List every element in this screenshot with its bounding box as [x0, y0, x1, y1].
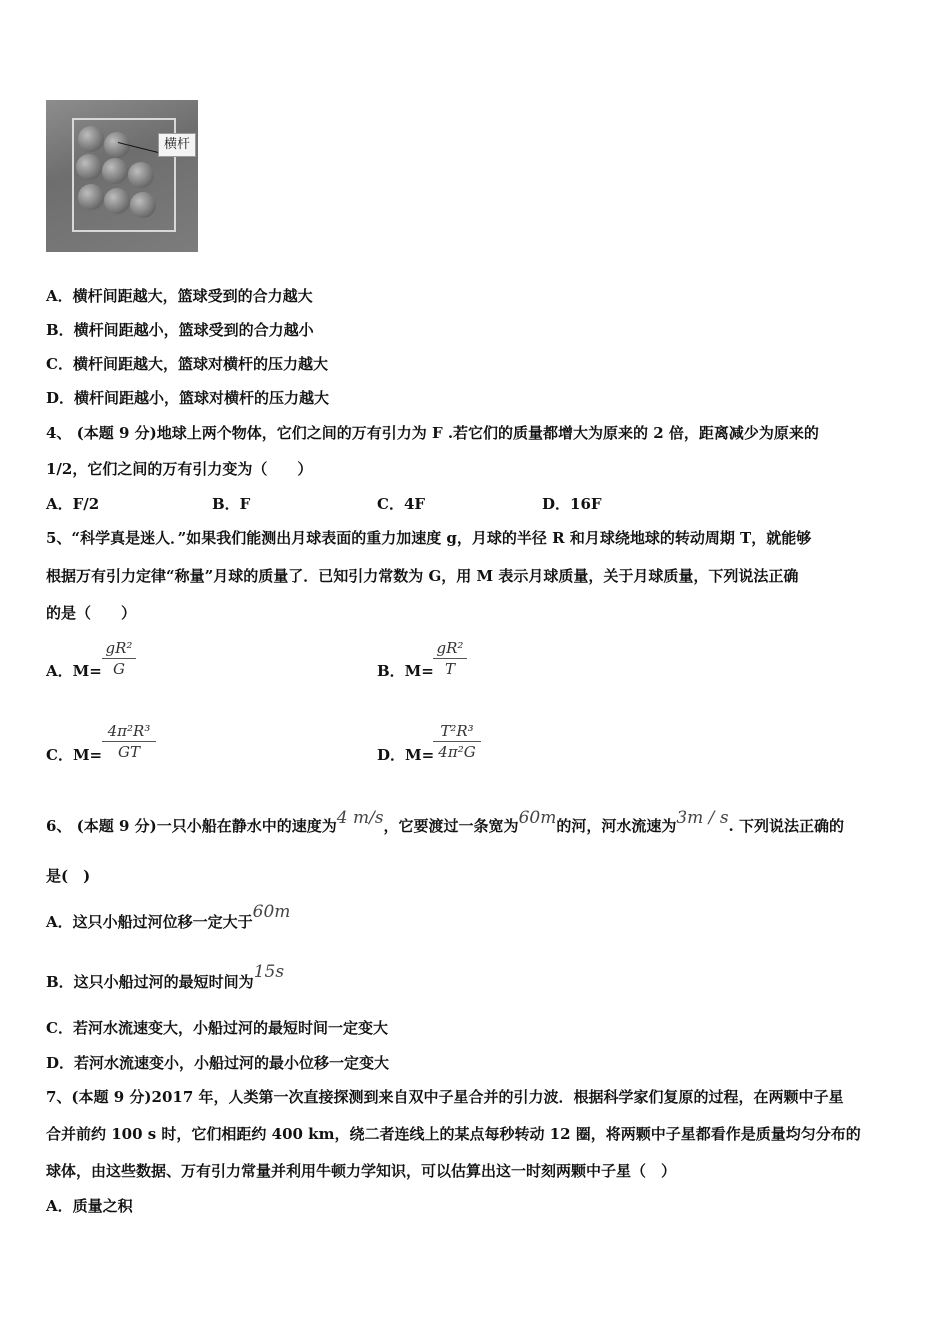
q4-stem-line1: 4、 (本题 9 分)地球上两个物体，它们之间的万有引力为 F .若它们的质量都增大为原来的 2 倍，距离减少为原来的	[46, 424, 819, 442]
basketball	[76, 154, 102, 180]
q5-option-c-fraction	[102, 722, 156, 761]
fraction-bar	[102, 658, 136, 659]
basketball	[78, 126, 104, 152]
q6-stem-line1	[46, 808, 844, 836]
fraction-numerator: T²R³	[440, 722, 474, 740]
q5-option-d-label: D．M=	[377, 746, 435, 764]
q3-option-c: C．横杆间距越大，篮球对横杆的压力越大	[46, 355, 328, 373]
q4-stem-line2: 1/2，它们之间的万有引力变为（ ）	[46, 460, 313, 478]
fraction-numerator: gR²	[105, 639, 133, 657]
q5-stem-line2: 根据万有引力定律“称量”月球的质量了．已知引力常数为 G，用 M 表示月球质量，关于月球质量，下列说法正确	[46, 567, 799, 585]
q5-option-d-fraction	[433, 722, 481, 761]
fraction-bar	[433, 741, 481, 742]
q4-option-c: C．4F	[377, 495, 426, 513]
q6-option-a-text: A．这只小船过河位移一定大于	[46, 913, 253, 931]
basketball	[104, 188, 130, 214]
q3-option-a: A．横杆间距越大，篮球受到的合力越大	[46, 287, 313, 305]
basketball	[128, 162, 154, 188]
q5-option-b-label: B．M=	[377, 662, 434, 680]
fraction-numerator: gR²	[436, 639, 464, 657]
fraction-numerator: 4π²R³	[107, 722, 151, 740]
basketball-rack-photo	[46, 100, 198, 252]
fraction-denominator: T	[444, 660, 455, 678]
q5-option-a-fraction	[102, 639, 136, 678]
q6-stem-part4: . 下列说法正确的	[728, 817, 844, 835]
q4-option-b: B．F	[212, 495, 251, 513]
q6-water-speed: 3m / s	[676, 808, 729, 828]
q6-option-c: C．若河水流速变大，小船过河的最短时间一定变大	[46, 1019, 388, 1037]
q3-option-b: B．横杆间距越小，篮球受到的合力越小	[46, 321, 314, 339]
q4-option-d: D．16F	[542, 495, 602, 513]
q6-stem-line2: 是( )	[46, 867, 91, 885]
q6-option-a-math: 60m	[252, 902, 291, 922]
basketball	[78, 184, 104, 210]
q6-stem-part2: ，它要渡过一条宽为	[383, 817, 519, 835]
q5-option-c-label: C．M=	[46, 746, 103, 764]
basketball	[130, 192, 156, 218]
q6-option-a	[46, 902, 291, 932]
q7-stem-line2: 合并前约 100 s 时，它们相距约 400 km，绕二者连线上的某点每秒转动 12 圈，将两颗中子星都看作是质量均匀分布的	[46, 1125, 861, 1143]
crossbar-label: 横杆	[158, 133, 196, 157]
q6-stem-part1: 6、 (本题 9 分)一只小船在静水中的速度为	[46, 817, 337, 835]
fraction-denominator: G	[113, 660, 125, 678]
fraction-denominator: 4π²G	[438, 743, 476, 761]
fraction-bar	[433, 658, 467, 659]
q6-boat-speed: 4 m/s	[336, 808, 384, 828]
q6-option-b	[46, 962, 285, 992]
q5-stem-line1: 5、“科学真是迷人．”如果我们能测出月球表面的重力加速度 g，月球的半径 R 和月球绕地球的转动周期 T，就能够	[46, 529, 812, 547]
q7-stem-line1: 7、(本题 9 分)2017 年，人类第一次直接探测到来自双中子星合并的引力波．根据科学家们复原的过程，在两颗中子星	[46, 1088, 844, 1106]
fraction-denominator: GT	[118, 743, 140, 761]
q6-option-d: D．若河水流速变小，小船过河的最小位移一定变大	[46, 1054, 390, 1072]
q5-stem-line3: 的是（ ）	[46, 604, 137, 622]
q6-stem-part3: 的河，河水流速为	[556, 817, 677, 835]
fraction-bar	[102, 741, 156, 742]
q7-option-a: A．质量之积	[46, 1197, 133, 1215]
basketball	[102, 158, 128, 184]
q6-river-width: 60m	[518, 808, 557, 828]
q6-option-b-text: B．这只小船过河的最短时间为	[46, 973, 254, 991]
q3-option-d: D．横杆间距越小，篮球对横杆的压力越大	[46, 389, 330, 407]
q5-option-a-label: A．M=	[46, 662, 102, 680]
q4-option-a: A．F/2	[46, 495, 100, 513]
q6-option-b-math: 15s	[253, 962, 285, 982]
q5-option-b-fraction	[433, 639, 467, 678]
q7-stem-line3: 球体，由这些数据、万有引力常量并利用牛顿力学知识，可以估算出这一时刻两颗中子星（ ）	[46, 1162, 677, 1180]
